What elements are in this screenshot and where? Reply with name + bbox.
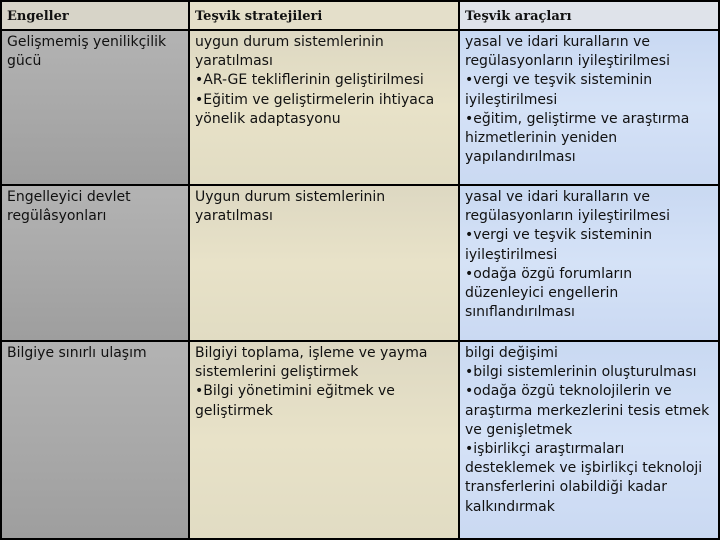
header-strategies: Teşvik stratejileri [189,1,459,30]
table-row [1,185,719,341]
cell-line: Gelişmemiş yenilikçilik [7,34,167,50]
cell-line: •AR-GE tekliflerinin geliştirilmesi [195,72,424,89]
cell-line: uygun durum sistemlerinin [195,34,384,50]
cell-line: Bilgiyi toplama, işleme ve yayma [195,345,428,361]
cell-line: •vergi ve teşvik sisteminin [465,72,653,89]
barrier-cell [1,341,189,539]
cell-line: •odağa özgü teknolojilerin ve [465,383,672,400]
cell-line: desteklemek ve işbirlikçi teknoloji [465,460,703,477]
cell-line: ve genişletmek [465,421,573,438]
cell-line: sistemlerini geliştirmek [195,364,359,381]
tools-cell [459,185,719,341]
cell-line: regülasyonların iyileştirilmesi [465,208,670,225]
cell-line: geliştirmek [195,402,273,419]
cell-line: transferlerini olabildiği kadar [465,479,668,496]
cell-line: •Eğitim ve geliştirmelerin ihtiyaca [195,91,435,108]
cell-line: düzenleyici engellerin [465,285,619,302]
tools-cell [459,341,719,539]
cell-line: Bilgiye sınırlı ulaşım [7,345,147,361]
cell-line: yasal ve idari kuralların ve [465,189,650,205]
cell-line: iyileştirilmesi [465,91,558,108]
table-row [1,30,719,185]
cell-line: araştırma merkezlerini tesis etmek [465,402,710,419]
cell-line: sınıflandırılması [465,304,575,321]
table-row [1,341,719,539]
cell-line: yaratılması [195,208,273,225]
cell-line: hizmetlerinin yeniden [465,130,618,147]
cell-line: •işbirlikçi araştırmaları [465,441,625,458]
strategy-cell [189,341,459,539]
barrier-cell [1,185,189,341]
cell-line: •Bilgi yönetimini eğitmek ve [195,383,395,400]
cell-line: •vergi ve teşvik sisteminin [465,227,653,244]
header-tools: Teşvik araçları [459,1,719,30]
cell-line: •eğitim, geliştirme ve araştırma [465,110,690,127]
cell-line: gücü [7,53,42,70]
header-barriers: Engeller [1,1,189,30]
strategy-cell [189,30,459,185]
cell-line: Uygun durum sistemlerinin [195,189,386,205]
header-row [1,1,719,30]
cell-line: Engelleyici devlet [7,189,131,205]
cell-line: yaratılması [195,53,273,70]
strategy-cell [189,185,459,341]
cell-line: kalkındırmak [465,498,555,515]
cell-line: iyileştirilmesi [465,246,558,263]
cell-line: regülâsyonları [7,208,107,225]
cell-line: regülasyonların iyileştirilmesi [465,53,670,70]
cell-line: yönelik adaptasyonu [195,110,341,127]
cell-line: yapılandırılması [465,149,576,166]
cell-line: bilgi değişimi [465,345,558,361]
barrier-cell [1,30,189,185]
cell-line: •odağa özgü forumların [465,265,633,282]
cell-line: •bilgi sistemlerinin oluşturulması [465,364,697,381]
tools-cell [459,30,719,185]
cell-line: yasal ve idari kuralların ve [465,34,650,50]
